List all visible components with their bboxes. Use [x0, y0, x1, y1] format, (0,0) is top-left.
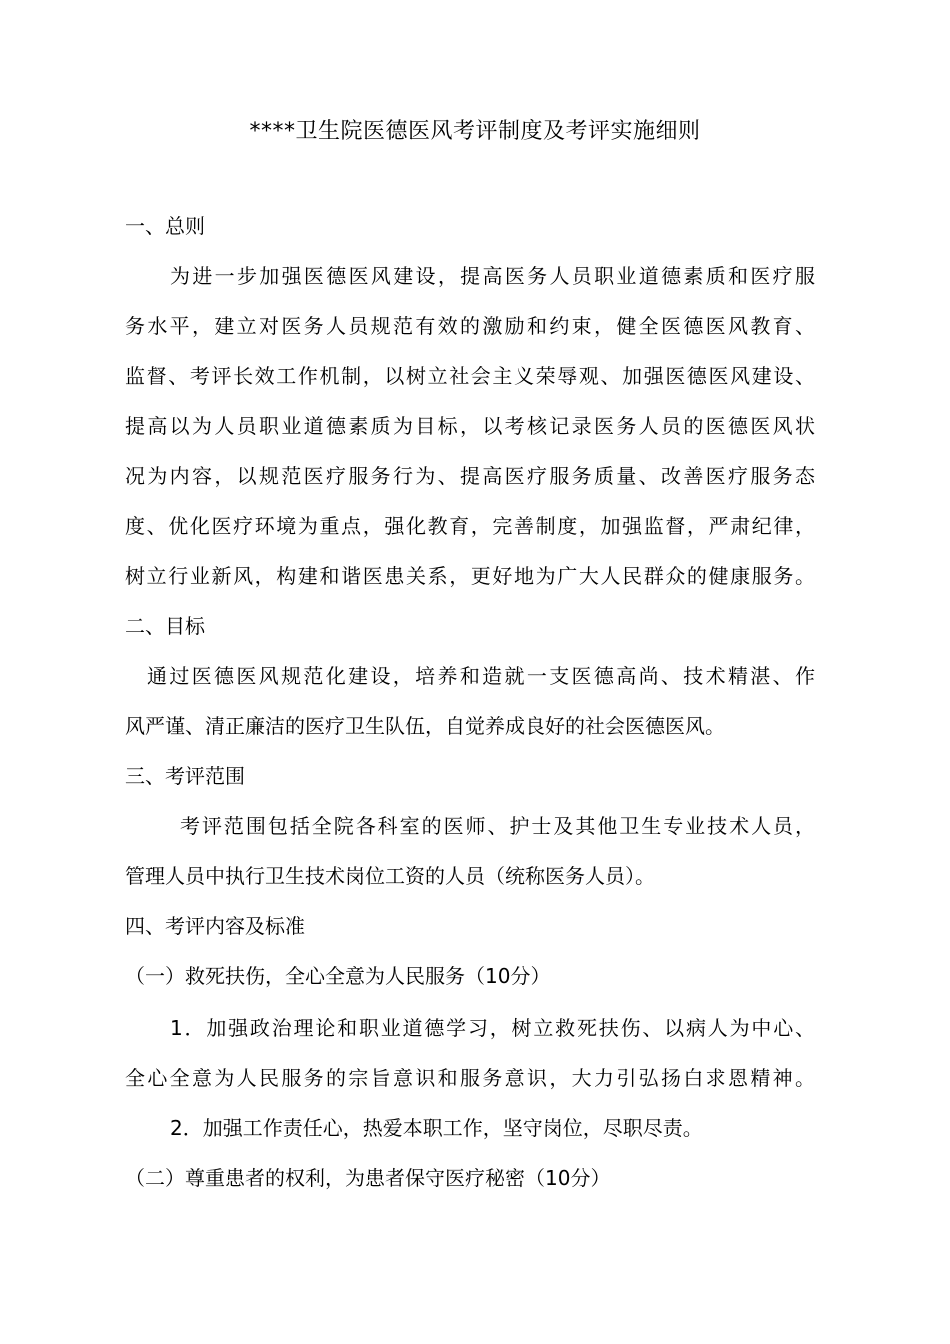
paragraph-line: 况为内容，以规范医疗服务行为、提高医疗服务质量、改善医疗服务态	[125, 464, 815, 488]
section-heading-scope: 三、考评范围	[125, 764, 245, 788]
paragraph-line: 务水平，建立对医务人员规范有效的激励和约束，健全医德医风教育、	[125, 314, 815, 338]
paragraph-line: 度、优化医疗环境为重点，强化教育，完善制度，加强监督，严肃纪律，	[125, 514, 815, 538]
list-item-line: 1．加强政治理论和职业道德学习，树立救死扶伤、以病人为中心、	[170, 1016, 815, 1040]
paragraph-line: 风严谨、清正廉洁的医疗卫生队伍，自觉养成良好的社会医德医风。	[125, 714, 725, 738]
subsection-heading: （二）尊重患者的权利，为患者保守医疗秘密（10分）	[125, 1166, 611, 1190]
paragraph-line: 管理人员中执行卫生技术岗位工资的人员（统称医务人员）。	[125, 864, 655, 888]
list-item-line: 全心全意为人民服务的宗旨意识和服务意识，大力引弘扬白求恩精神。	[125, 1066, 815, 1090]
section-heading-content: 四、考评内容及标准	[125, 914, 305, 938]
paragraph-line: 树立行业新风，构建和谐医患关系，更好地为广大人民群众的健康服务。	[125, 564, 815, 588]
paragraph-line: 为进一步加强医德医风建设，提高医务人员职业道德素质和医疗服	[170, 264, 815, 288]
paragraph-line: 监督、考评长效工作机制，以树立社会主义荣辱观、加强医德医风建设、	[125, 364, 815, 388]
section-heading-goal: 二、目标	[125, 614, 205, 638]
section-heading-general: 一、总则	[125, 214, 205, 238]
paragraph-line: 通过医德医风规范化建设，培养和造就一支医德高尚、技术精湛、作	[147, 664, 815, 688]
document-title: ****卫生院医德医风考评制度及考评实施细则	[249, 119, 701, 144]
paragraph-line: 考评范围包括全院各科室的医师、护士及其他卫生专业技术人员，	[180, 814, 815, 838]
subsection-heading: （一）救死扶伤，全心全意为人民服务（10分）	[125, 964, 551, 988]
paragraph-line: 提高以为人员职业道德素质为目标，以考核记录医务人员的医德医风状	[125, 414, 815, 438]
list-item-line: 2．加强工作责任心，热爱本职工作，坚守岗位，尽职尽责。	[170, 1116, 703, 1140]
